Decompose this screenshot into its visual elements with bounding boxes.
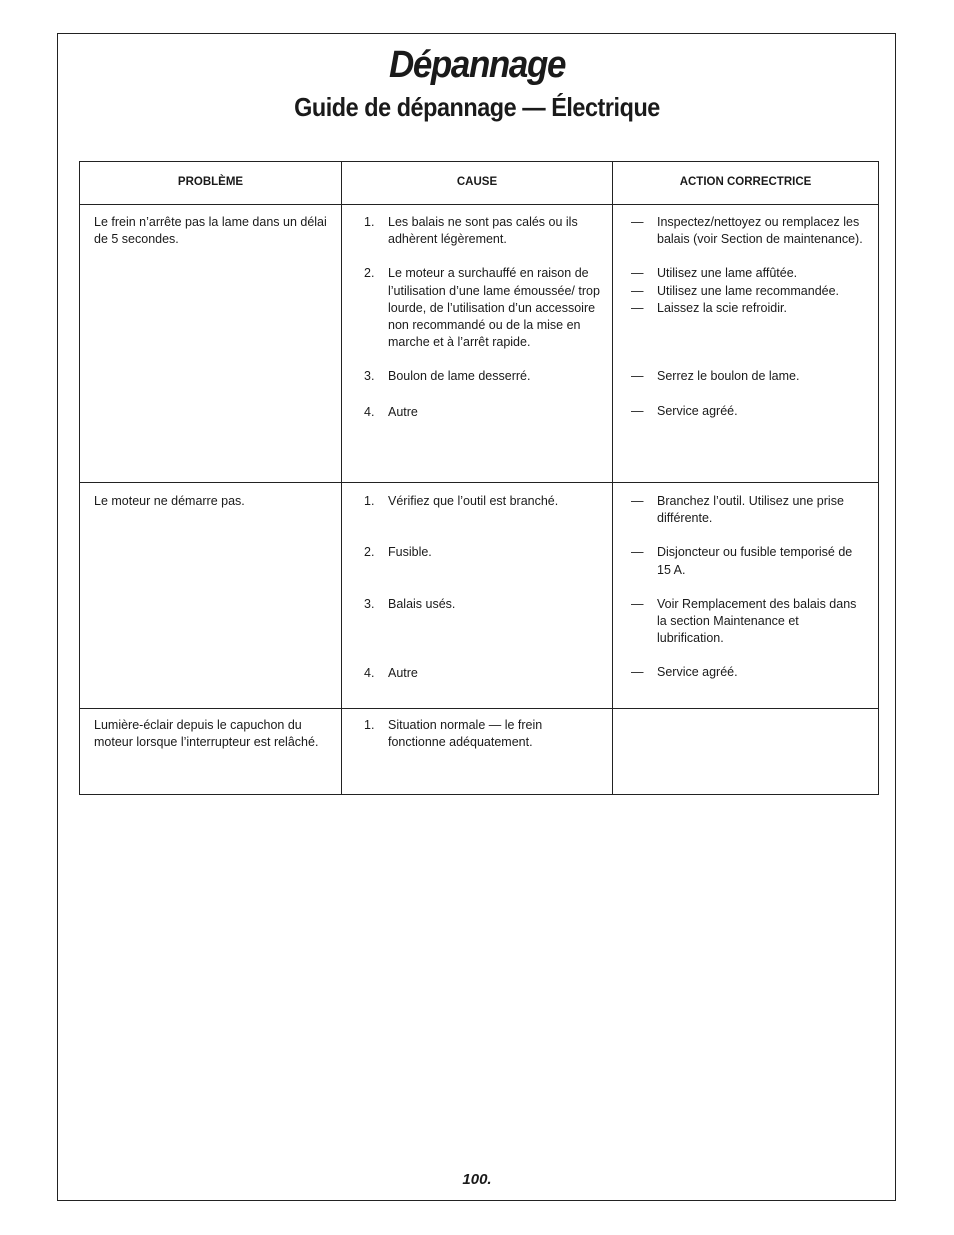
problem-cell [80,709,342,795]
cause-text: Boulon de lame desserré. [388,369,531,384]
action-item [627,664,866,681]
cause-number: 1. [364,494,375,508]
cause-number: 4. [364,404,375,419]
action-item [627,283,866,300]
action-item [627,300,866,317]
action-item [627,265,866,282]
action-dash: — [631,596,644,611]
action-cell [613,709,879,795]
table-row [80,709,879,795]
action-item [627,596,866,648]
page-title: Dépannage [388,44,566,86]
action-dash: — [631,266,644,281]
troubleshooting-table [79,161,879,795]
action-cell [613,205,879,483]
cause-text: Balais usés. [388,597,456,612]
cause-item [356,717,600,751]
action-dash: — [631,369,644,384]
cause-text: Vérifiez que l’outil est branché. [388,494,559,508]
cause-text: Situation normale — le frein fonctionne adéquatement. [388,718,543,750]
action-dash: — [631,404,644,419]
cause-number: 2. [364,545,375,560]
problem-cell [80,483,342,709]
cause-item [356,214,600,248]
cause-cell [342,205,613,483]
action-dash: — [631,215,644,229]
action-text: Service agréé. [657,665,738,680]
action-dash: — [631,665,644,680]
cause-item [356,544,600,561]
action-text: Serrez le boulon de lame. [657,369,800,384]
action-cell [613,483,879,709]
table-header-row [80,162,879,205]
cause-item [356,265,600,351]
cause-item [356,493,600,510]
action-text: Inspectez/nettoyez ou remplacez les balais (voir Section de maintenance). [657,215,863,247]
cause-number: 1. [364,718,375,732]
cause-text: Autre [388,404,418,419]
cause-item [356,596,600,613]
page-number: 100. [462,1171,492,1188]
cause-number: 3. [364,369,375,384]
cause-cell [342,483,613,709]
cause-item [356,665,600,682]
cause-text: Fusible. [388,545,432,560]
problem-text: Le frein n’arrête pas la lame dans un délai de 5 secondes. [94,215,327,247]
cause-item [356,368,600,385]
problem-cell [80,205,342,483]
action-text: Service agréé. [657,404,738,419]
action-dash: — [631,283,644,298]
action-text: Laissez la scie refroidir. [657,300,787,315]
cause-item [356,404,600,421]
cause-text: Le moteur a surchauffé en raison de l’utilisation d’une lame émoussée/ trop lourde, de l’utilisation d’un accessoire non recommandé ou de la mise en marche et à l’arrêt rapide. [388,266,600,350]
page-subtitle: Guide de dépannage — Électrique [294,92,660,122]
cause-number: 4. [364,665,375,680]
action-text: Branchez l’outil. Utilisez une prise différente. [657,494,844,526]
action-text: Disjoncteur ou fusible temporisé de 15 A. [657,545,853,577]
action-text: Utilisez une lame affûtée. [657,266,798,281]
action-text: Voir Remplacement des balais dans la section Maintenance et lubrification. [657,596,857,646]
action-dash: — [631,545,644,560]
problem-text: Le moteur ne démarre pas. [94,494,245,508]
table-row [80,205,879,483]
action-item [627,214,866,248]
header-problem: PROBLÈME [80,162,342,205]
problem-text: Lumière-éclair depuis le capuchon du moteur lorsque l’interrupteur est relâché. [94,718,319,750]
cause-number: 2. [364,266,375,281]
cause-text: Les balais ne sont pas calés ou ils adhèrent légèrement. [388,215,578,247]
action-item [627,368,866,385]
table-row [80,483,879,709]
action-item [627,493,866,527]
action-item [627,403,866,420]
action-item [627,544,866,578]
header-action: ACTION CORRECTRICE [613,162,879,205]
cause-number: 3. [364,597,375,612]
cause-cell [342,709,613,795]
header-cause: CAUSE [342,162,613,205]
cause-number: 1. [364,215,375,229]
action-dash: — [631,494,644,508]
cause-text: Autre [388,665,418,680]
action-dash: — [631,300,644,315]
action-text: Utilisez une lame recommandée. [657,283,840,298]
